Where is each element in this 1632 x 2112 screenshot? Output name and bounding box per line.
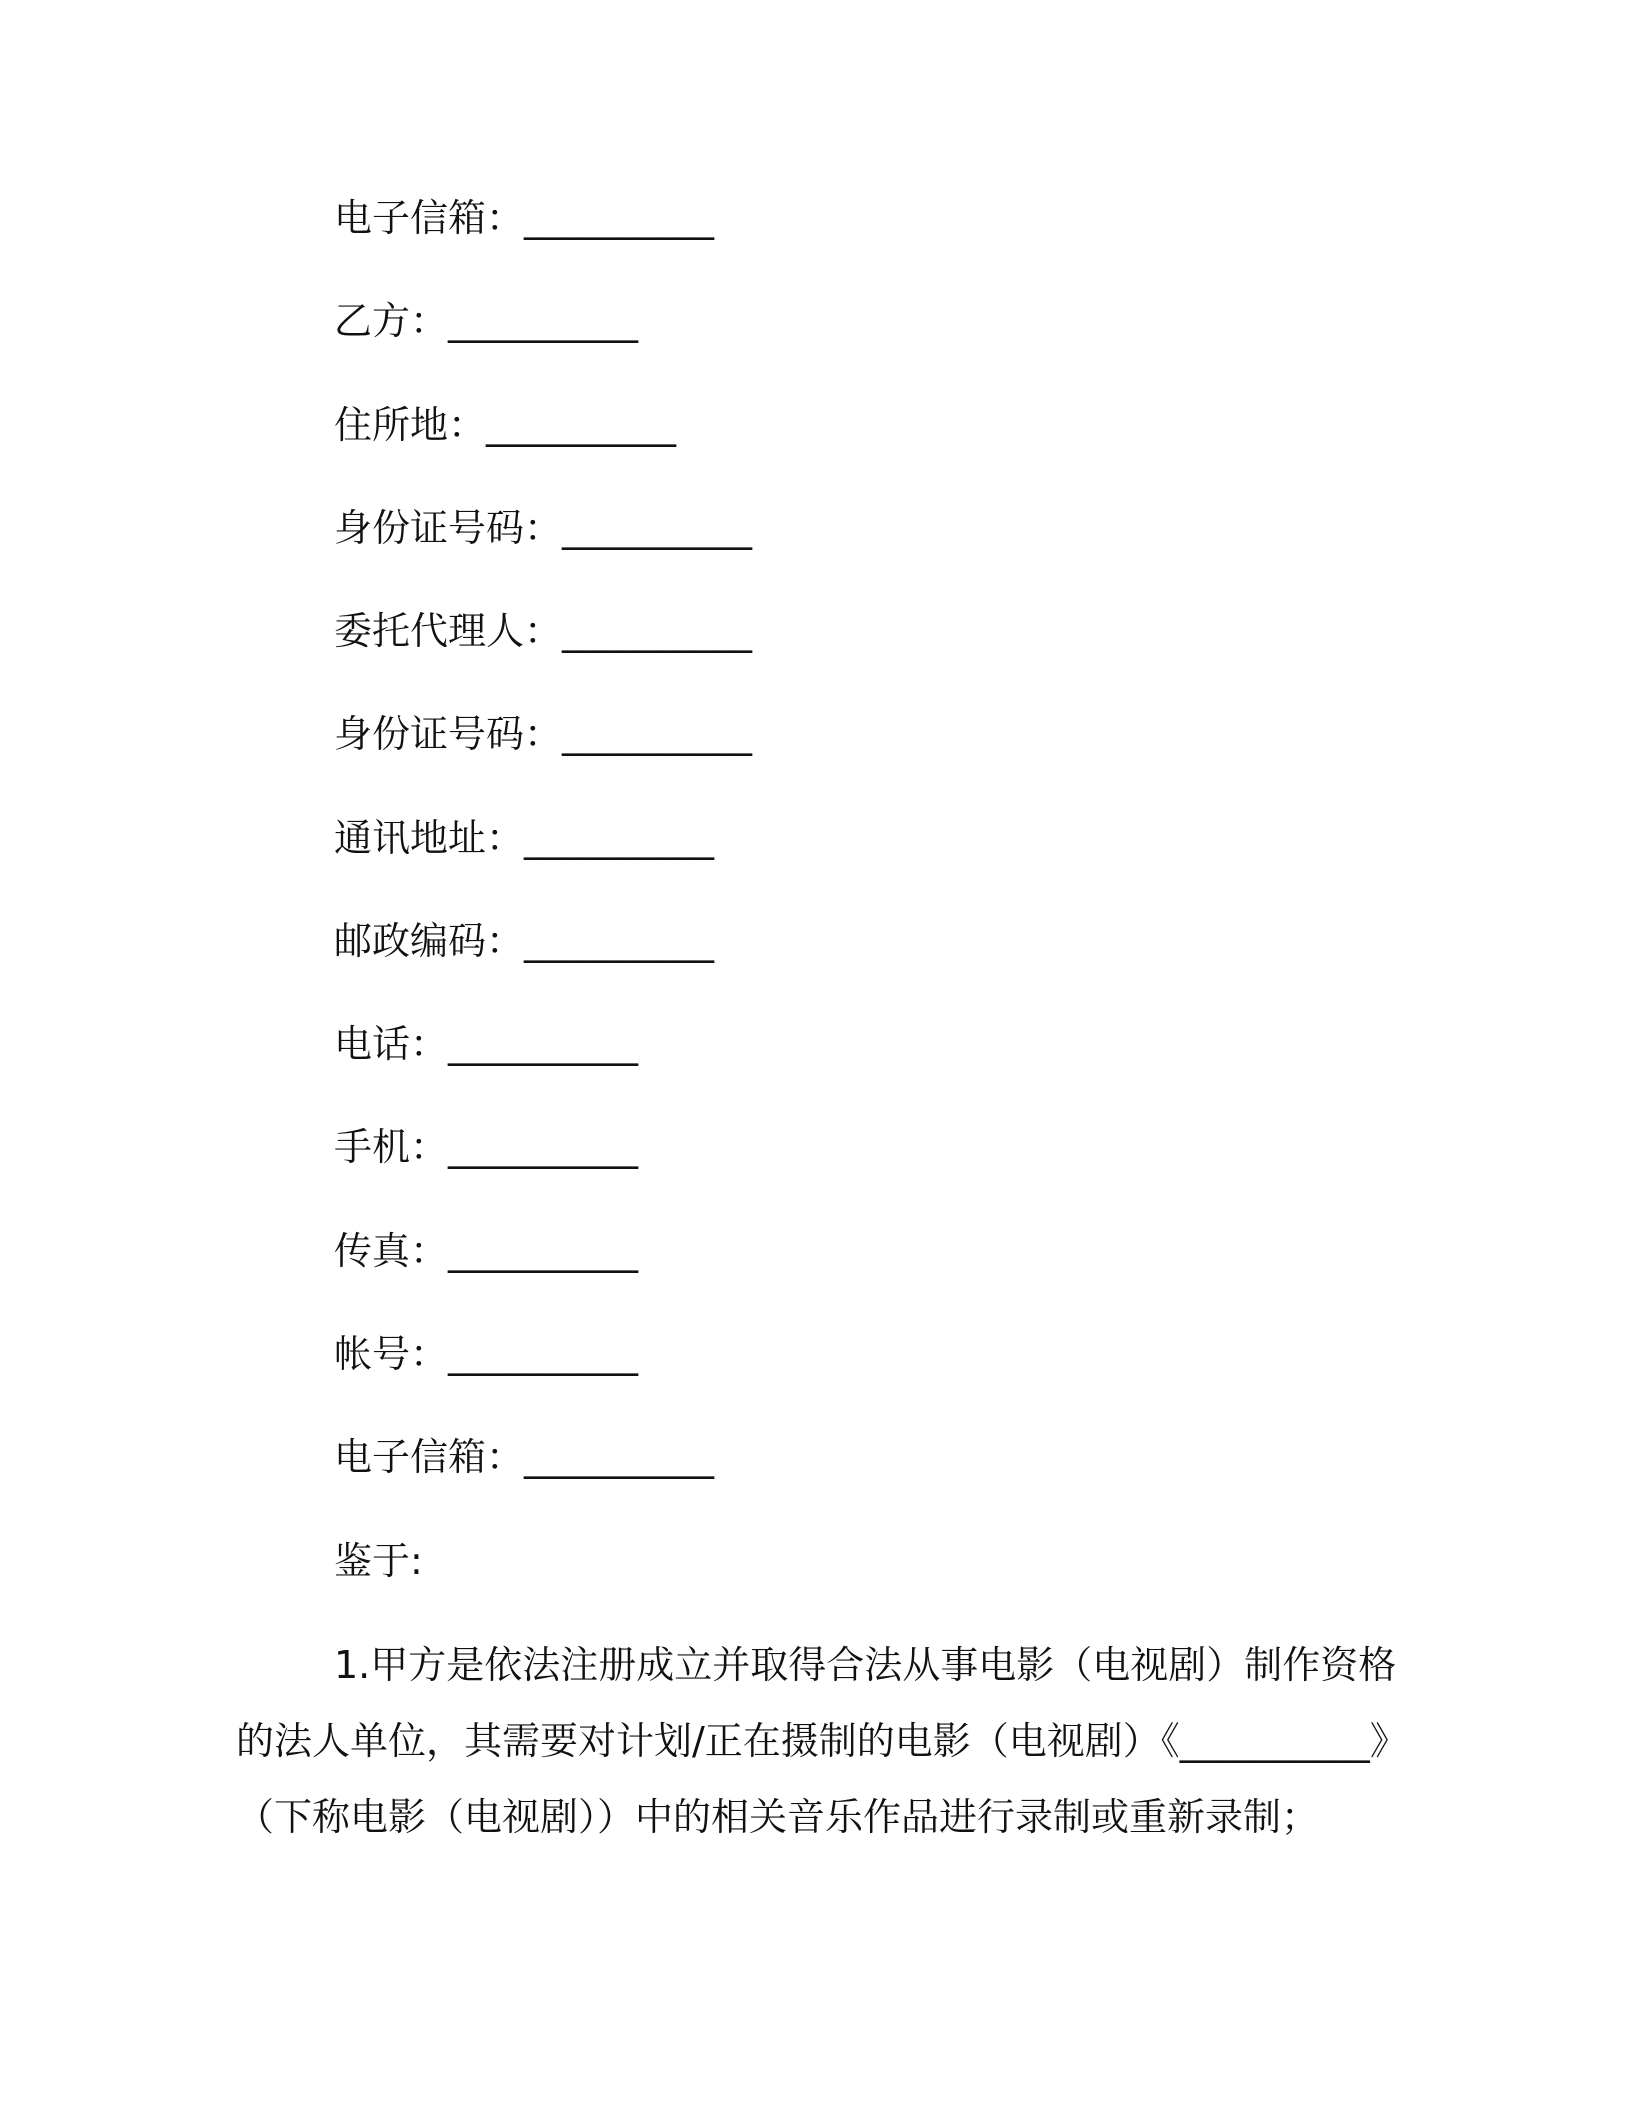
agent-field: [334, 606, 752, 656]
field-blank: __________: [562, 506, 753, 550]
party-a-email-field: [334, 193, 714, 243]
field-label: 电子信箱：: [334, 196, 525, 240]
field-blank: __________: [524, 1435, 715, 1479]
whereas-heading: 鉴于:: [334, 1539, 423, 1583]
field-blank: __________: [524, 816, 715, 860]
mailing-address-field: [334, 813, 714, 863]
field-blank: __________: [448, 299, 639, 343]
field-blank: __________: [448, 1229, 639, 1273]
account-field: [334, 1329, 638, 1379]
field-label: 电话：: [334, 1022, 449, 1066]
field-label: 乙方：: [334, 299, 449, 343]
paragraph-line: 1.甲方是依法注册成立并取得合法从事电影（电视剧）制作资格: [334, 1643, 1397, 1687]
field-blank: __________: [562, 712, 753, 756]
field-label: 住所地：: [334, 403, 487, 447]
field-blank: __________: [524, 919, 715, 963]
field-blank: __________: [448, 1332, 639, 1376]
field-label: 手机：: [334, 1125, 449, 1169]
postal-code-field: [334, 916, 714, 966]
field-label: 身份证号码：: [334, 506, 563, 550]
field-label: 帐号：: [334, 1332, 449, 1376]
party-b-email-field: [334, 1432, 714, 1482]
field-label: 身份证号码：: [334, 712, 563, 756]
mobile-field: [334, 1122, 638, 1172]
field-label: 电子信箱：: [334, 1435, 525, 1479]
paragraph-line: 的法人单位，其需要对计划/正在摄制的电影（电视剧）《__________》: [236, 1719, 1408, 1763]
field-blank: __________: [486, 403, 677, 447]
party-b-id-number-field: [334, 503, 752, 553]
field-label: 邮政编码：: [334, 919, 525, 963]
party-b-field: [334, 296, 638, 346]
paragraph-line: （下称电影（电视剧））中的相关音乐作品进行录制或重新录制；: [236, 1795, 1320, 1839]
field-label: 委托代理人：: [334, 609, 563, 653]
agent-id-number-field: [334, 709, 752, 759]
field-label: 传真：: [334, 1229, 449, 1273]
field-blank: __________: [524, 196, 715, 240]
fax-field: [334, 1226, 638, 1276]
field-label: 通讯地址：: [334, 816, 525, 860]
phone-field: [334, 1019, 638, 1069]
field-blank: __________: [562, 609, 753, 653]
field-blank: __________: [448, 1022, 639, 1066]
field-blank: __________: [448, 1125, 639, 1169]
party-b-residence-field: [334, 400, 676, 450]
